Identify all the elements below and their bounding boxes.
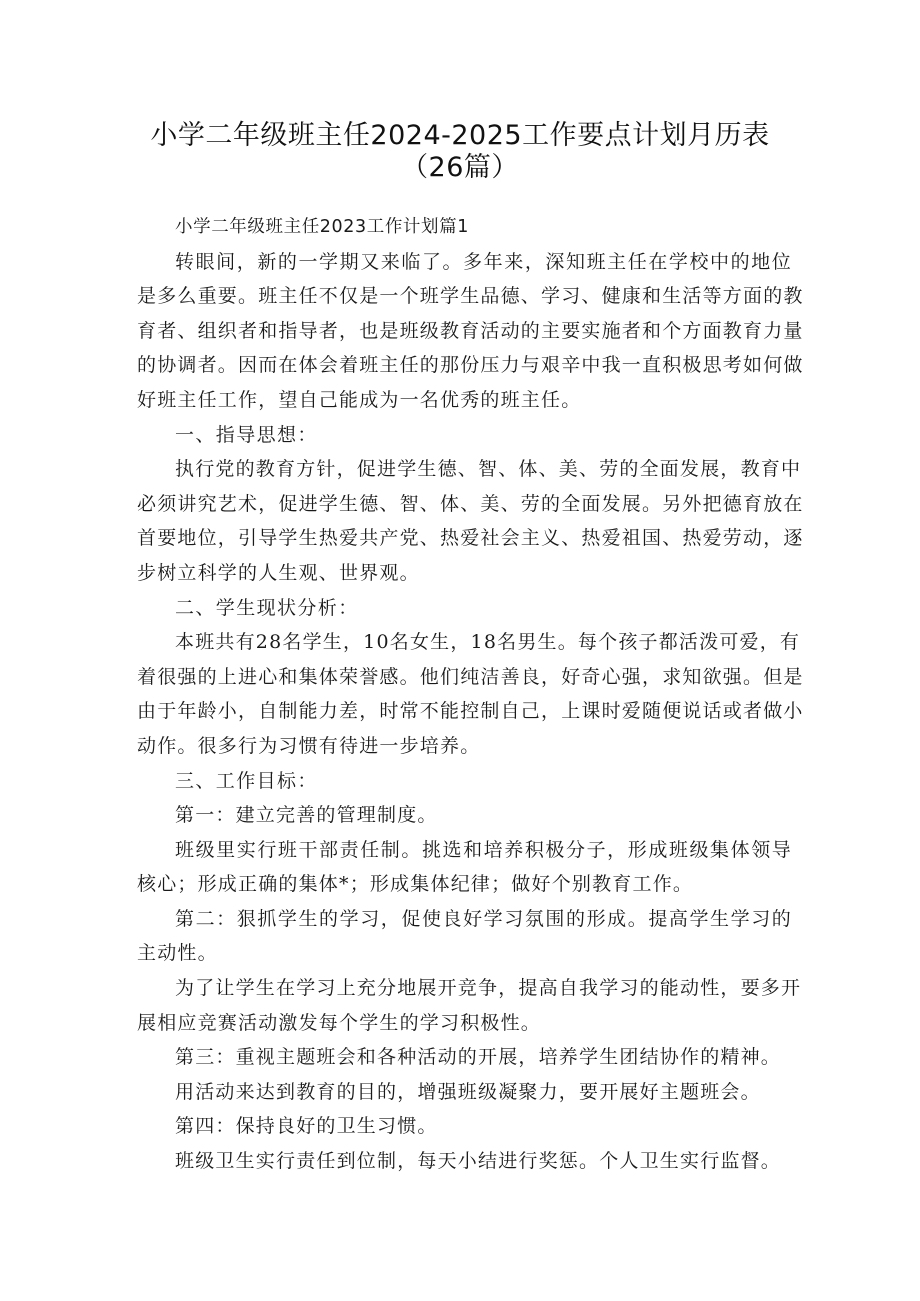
paragraph-line: 执行党的教育方针，促进学生德、智、体、美、劳的全面发展，教育中 [175, 458, 802, 481]
document-title-count: （26篇） [401, 152, 519, 183]
paragraph-line: 用活动来达到教育的目的，增强班级凝聚力，要开展好主题班会。 [175, 1080, 761, 1103]
paragraph-line: 第三：重视主题班会和各种活动的开展，培养学生团结协作的精神。 [175, 1046, 782, 1069]
paragraph-line: 的协调者。因而在体会着班主任的那份压力与艰辛中我一直积极思考如何做 [137, 354, 804, 377]
section-subtitle: 小学二年级班主任2023工作计划篇1 [175, 217, 469, 237]
paragraph-line: 好班主任工作，望自己能成为一名优秀的班主任。 [137, 388, 582, 411]
paragraph-line: 动作。很多行为习惯有待进一步培养。 [137, 734, 481, 757]
paragraph-line: 第一：建立完善的管理制度。 [175, 804, 438, 827]
paragraph-line: 第二：狠抓学生的学习，促使良好学习氛围的形成。提高学生学习的 [175, 907, 792, 930]
section-heading: 一、指导思想： [175, 423, 318, 446]
paragraph-line: 由于年龄小，自制能力差，时常不能控制自己，上课时爱随便说话或者做小 [137, 700, 804, 723]
document-title: 小学二年级班主任2024-2025工作要点计划月历表 [150, 120, 770, 151]
paragraph-line: 是多么重要。班主任不仅是一个班学生品德、学习、健康和生活等方面的教 [137, 285, 804, 308]
paragraph-line: 本班共有28名学生，10名女生，18名男生。每个孩子都活泼可爱，有 [175, 631, 801, 654]
paragraph-line: 为了让学生在学习上充分地展开竞争，提高自我学习的能动性，要多开 [175, 977, 802, 1000]
paragraph-line: 转眼间，新的一学期又来临了。多年来，深知班主任在学校中的地位 [175, 250, 792, 273]
paragraph-line: 班级里实行班干部责任制。挑选和培养积极分子，形成班级集体领导 [175, 838, 792, 861]
paragraph-line: 展相应竞赛活动激发每个学生的学习积极性。 [137, 1011, 542, 1034]
paragraph-line: 育者、组织者和指导者，也是班级教育活动的主要实施者和个方面教育力量 [137, 319, 804, 342]
paragraph-line: 第四：保持良好的卫生习惯。 [175, 1115, 438, 1138]
paragraph-line: 主动性。 [137, 942, 218, 965]
section-heading: 二、学生现状分析： [175, 596, 359, 619]
section-heading: 三、工作目标： [175, 769, 318, 792]
document-body [137, 210, 804, 1179]
paragraph-line: 首要地位，引导学生热爱共产党、热爱社会主义、热爱祖国、热爱劳动，逐 [137, 527, 804, 550]
paragraph-line: 核心；形成正确的集体*；形成集体纪律；做好个别教育工作。 [137, 873, 694, 896]
paragraph-line: 步树立科学的人生观、世界观。 [137, 561, 420, 584]
paragraph-line: 着很强的上进心和集体荣誉感。他们纯洁善良，好奇心强，求知欲强。但是 [137, 665, 804, 688]
paragraph-line: 必须讲究艺术，促进学生德、智、体、美、劳的全面发展。另外把德育放在 [137, 492, 804, 515]
paragraph-line: 班级卫生实行责任到位制，每天小结进行奖惩。个人卫生实行监督。 [175, 1150, 782, 1173]
